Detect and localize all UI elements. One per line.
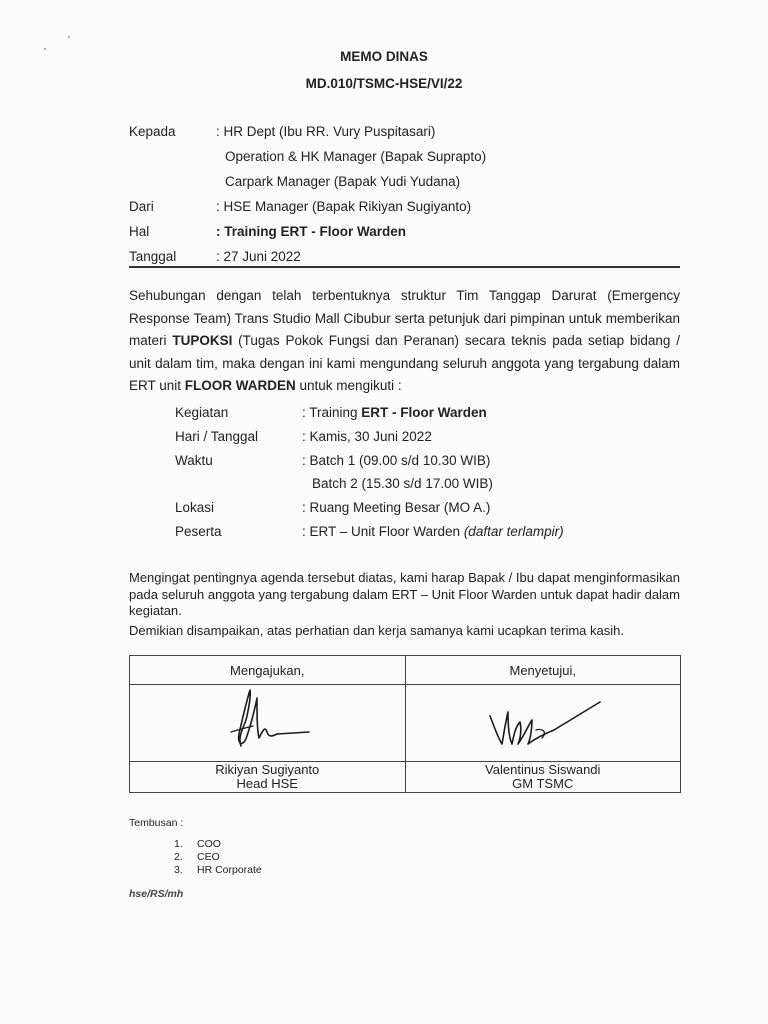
- intro-text-a: Sehubungan dengan telah terbentuknya struktur Tim Tanggap Darurat (Emergency Response Team) Trans Studio Mall Cibubur serta petunjuk dari pimpinan untuk memberikan materi: [129, 288, 680, 348]
- hal-value: : Training ERT - Floor Warden: [216, 224, 406, 239]
- dari-value: : HSE Manager (Bapak Rikiyan Sugiyanto): [216, 199, 472, 214]
- tembusan-num-2: 2.: [174, 851, 183, 863]
- closing-paragraph: Demikian disampaikan, atas perhatian dan kerja samanya kami ucapkan terima kasih.: [129, 623, 624, 638]
- waktu-batch-2: Batch 2 (15.30 s/d 17.00 WIB): [312, 476, 493, 491]
- tembusan-item-3: HR Corporate: [197, 864, 262, 876]
- intro-text-b: (Tugas Pokok Fungsi dan Peranan) secara teknis pada setiap bidang / unit dalam tim, maka dengan ini kami mengundang seluruh anggota yang tergabung dalam ERT unit: [129, 333, 680, 393]
- right-signatory: [405, 762, 681, 793]
- header-divider: [129, 266, 680, 268]
- kegiatan-label: Kegiatan: [175, 405, 229, 420]
- kegiatan-bold: ERT - Floor Warden: [361, 405, 487, 420]
- kepada-line-1: : HR Dept (Ibu RR. Vury Puspitasari): [216, 124, 436, 139]
- floor-warden-bold: FLOOR WARDEN: [184, 378, 296, 393]
- dari-label: Dari: [129, 199, 154, 214]
- kegiatan-value: [302, 405, 487, 420]
- intro-paragraph: [129, 285, 680, 398]
- kepada-label: Kepada: [129, 124, 176, 139]
- lokasi-label: Lokasi: [175, 500, 215, 515]
- memo-title: MEMO DINAS: [340, 49, 428, 64]
- hari-label: Hari / Tanggal: [175, 429, 259, 444]
- tembusan-num-1: 1.: [174, 838, 183, 850]
- handwritten-signature-left: [217, 686, 317, 758]
- kepada-line-2: Operation & HK Manager (Bapak Suprapto): [225, 149, 487, 164]
- peserta-value: [302, 524, 564, 539]
- tanggal-label: Tanggal: [129, 249, 177, 264]
- peserta-italic: (daftar terlampir): [463, 524, 564, 539]
- peserta-label: Peserta: [175, 524, 222, 539]
- kegiatan-prefix: : Training: [302, 405, 362, 420]
- signature-table: [129, 655, 681, 793]
- tanggal-value: : 27 Juni 2022: [216, 249, 301, 264]
- left-signatory: [130, 762, 406, 793]
- lokasi-value: : Ruang Meeting Besar (MO A.): [302, 500, 491, 515]
- tembusan-item-2: CEO: [197, 851, 220, 863]
- kepada-line-3: Carpark Manager (Bapak Yudi Yudana): [225, 174, 461, 189]
- tupoksi-bold: TUPOKSI: [172, 333, 233, 348]
- hari-value: : Kamis, 30 Juni 2022: [302, 429, 432, 444]
- right-signature-cell: [405, 685, 681, 762]
- left-signature-cell: [130, 685, 406, 762]
- left-title: Head HSE: [236, 776, 298, 791]
- tembusan-label: Tembusan :: [129, 817, 184, 829]
- waktu-batch-1: : Batch 1 (09.00 s/d 10.30 WIB): [302, 453, 491, 468]
- intro-text-c: untuk mengikuti :: [295, 378, 402, 393]
- memo-number: MD.010/TSMC-HSE/VI/22: [305, 76, 463, 91]
- tembusan-item-1: COO: [197, 838, 221, 850]
- waktu-label: Waktu: [175, 453, 213, 468]
- reminder-paragraph: Mengingat pentingnya agenda tersebut diatas, kami harap Bapak / Ibu dapat menginformasikan pada seluruh anggota yang tergabung dalam ERT – Unit Floor Warden untuk dapat hadir dalam kegiatan.: [129, 570, 680, 618]
- left-name: Rikiyan Sugiyanto: [215, 762, 320, 777]
- hal-label: Hal: [129, 224, 150, 239]
- tembusan-num-3: 3.: [174, 864, 183, 876]
- right-title: GM TSMC: [512, 776, 574, 791]
- scan-speck: [68, 36, 70, 38]
- footer-reference: hse/RS/mh: [129, 888, 184, 900]
- handwritten-signature-right: [478, 686, 608, 758]
- peserta-text: : ERT – Unit Floor Warden: [302, 524, 464, 539]
- left-header: Mengajukan,: [130, 656, 406, 685]
- right-header: Menyetujui,: [405, 656, 681, 685]
- right-name: Valentinus Siswandi: [485, 762, 601, 777]
